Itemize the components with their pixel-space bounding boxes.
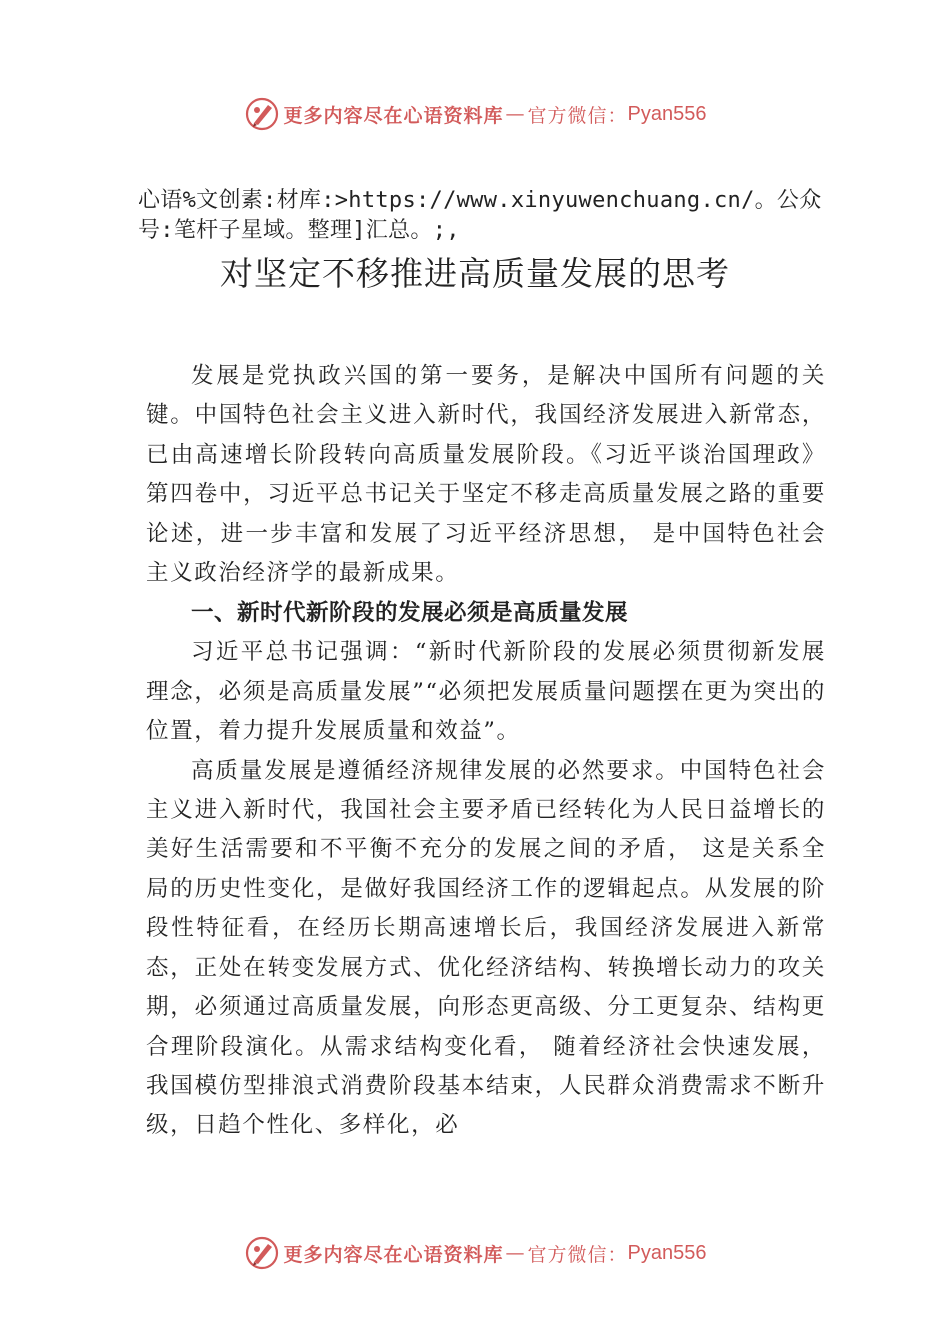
banner-wechat-label: 官方微信： bbox=[527, 104, 628, 127]
banner-wechat-id: Pyan556 bbox=[627, 1241, 707, 1264]
banner-brand: 更多内容尽在心语资料库 bbox=[283, 104, 504, 127]
section-heading: 一、新时代新阶段的发展必须是高质量发展 bbox=[191, 600, 629, 627]
banner-separator: — bbox=[505, 103, 526, 125]
section-paragraph-1: 习近平总书记强调：“新时代新阶段的发展必须贯彻新发展理念，必须是高质量发展”“必须把发展质量问题摆在更为突出的位置，着力提升发展质量和效益”。 bbox=[146, 639, 826, 745]
pen-logo-icon bbox=[244, 96, 280, 132]
source-line: 心语%文创素:材库:>https://www.xinyuwenchuang.cn/。公众号:笔杆子星域。整理]汇总。;, bbox=[138, 188, 822, 243]
banner-separator: — bbox=[505, 1242, 526, 1264]
document-body bbox=[146, 357, 826, 1146]
footer-banner bbox=[0, 1233, 950, 1273]
section-paragraph-2: 高质量发展是遵循经济规律发展的必然要求。中国特色社会主义进入新时代，我国社会主要矛盾已经转化为人民日益增长的美好生活需要和不平衡不充分的发展之间的矛盾， 这是关系全局的历史性变化，是做好我国经济工作的逻辑起点。从发展的阶段性特征看，在经历长期高速增长后，我国经济发展进入新常态，正处在转变发展方式、优化经济结构、转换增长动力的攻关期，必须通过高质量发展，向形态更高级、分工更复杂、结构更合理阶段演化。从需求结构变化看， 随着经济社会快速发展，我国模仿型排浪式消费阶段基本结束，人民群众消费需求不断升级，日趋个性化、多样化，必 bbox=[146, 757, 826, 1139]
banner-wechat-id: Pyan556 bbox=[627, 102, 707, 125]
header-banner bbox=[0, 94, 950, 134]
pen-logo-icon bbox=[244, 1235, 280, 1271]
banner-brand: 更多内容尽在心语资料库 bbox=[283, 1243, 504, 1266]
intro-paragraph: 发展是党执政兴国的第一要务，是解决中国所有问题的关键。中国特色社会主义进入新时代，我国经济发展进入新常态，已由高速增长阶段转向高质量发展阶段。《习近平谈治国理政》第四卷中，习近平总书记关于坚定不移走高质量发展之路的重要论述，进一步丰富和发展了习近平经济思想， 是中国特色社会主义政治经济学的最新成果。 bbox=[146, 363, 826, 587]
document-title: 对坚定不移推进高质量发展的思考 bbox=[220, 254, 730, 293]
banner-wechat-label: 官方微信： bbox=[527, 1243, 628, 1266]
